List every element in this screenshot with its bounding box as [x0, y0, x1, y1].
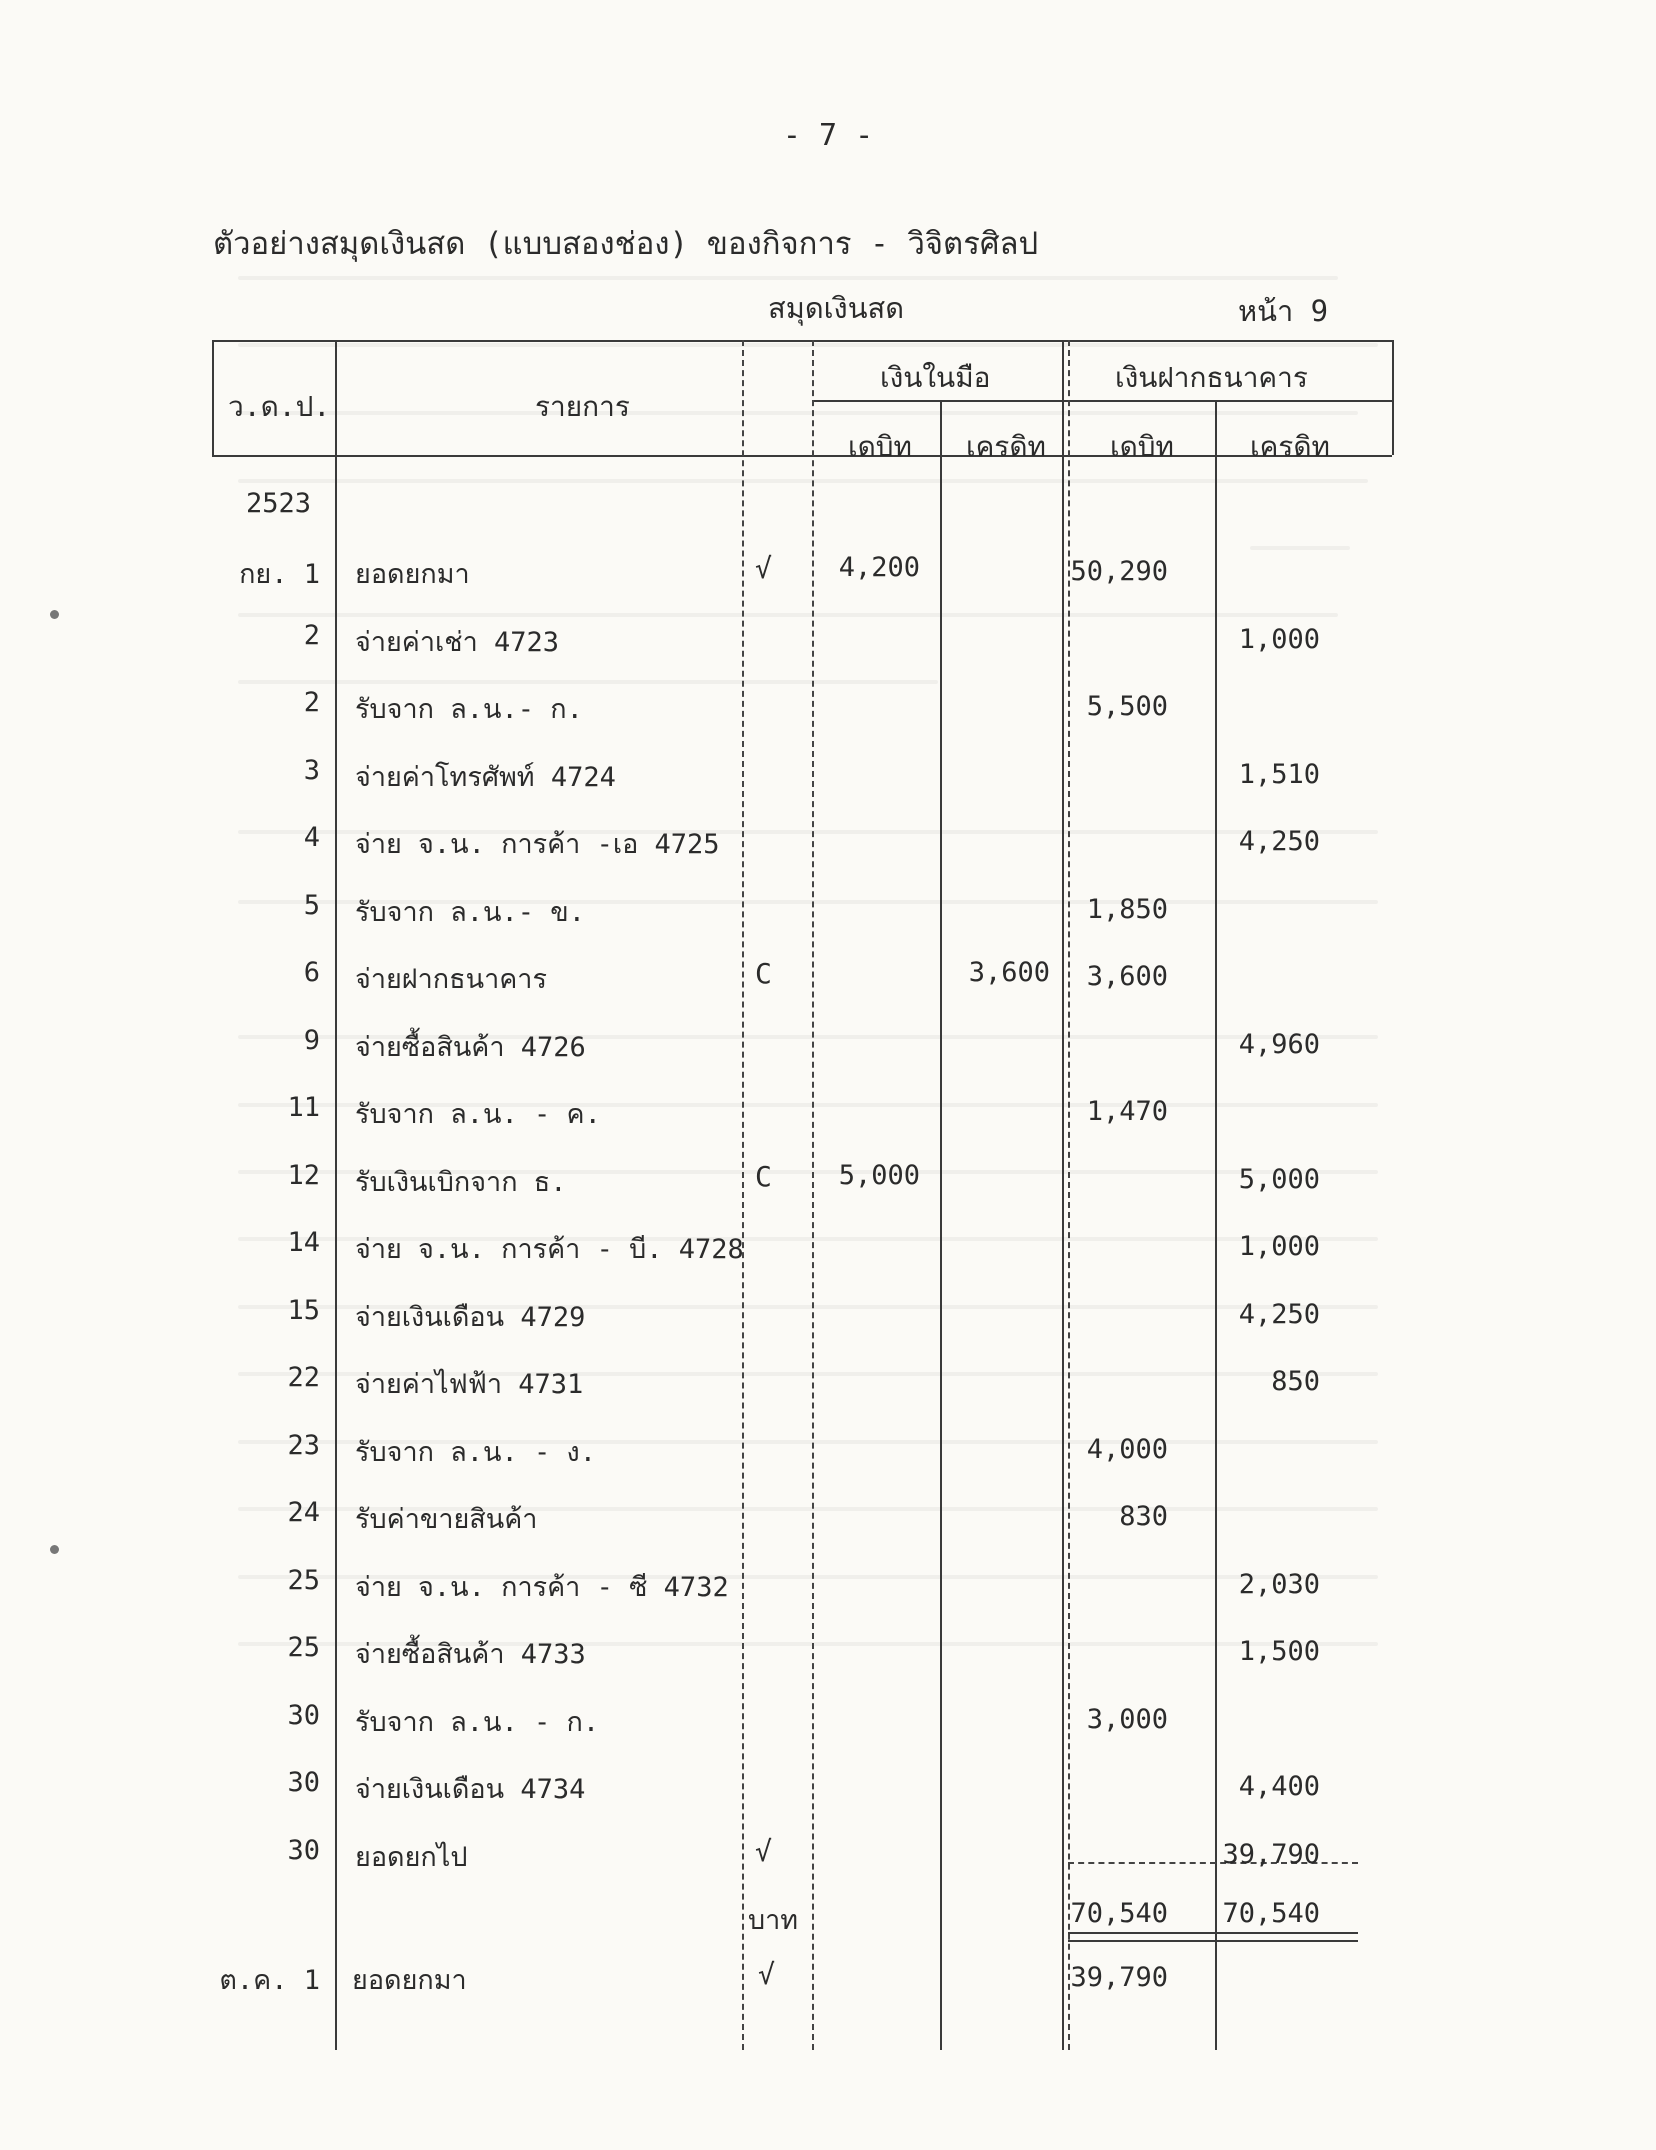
final-row-ref: √ [758, 1958, 775, 1991]
row-desc: ยอดยกไป [355, 1842, 468, 1873]
row-bank-cr: 5,000 [1238, 1164, 1320, 1195]
header-cash-debit: เดบิท [848, 430, 912, 463]
row-date: 22 [287, 1362, 320, 1393]
row-bank-cr: 1,000 [1238, 1231, 1320, 1262]
row-date: 25 [287, 1565, 320, 1596]
final-row-bank-debit: 39,790 [1070, 1962, 1168, 1993]
row-ref: C [755, 957, 772, 990]
row-date: 24 [287, 1497, 320, 1528]
left-border [212, 340, 214, 455]
page-number: - 7 - [782, 118, 874, 153]
row-date: 6 [303, 957, 320, 988]
row-bank-dr: 1,850 [1086, 894, 1168, 925]
row-bank-cr: 4,250 [1238, 1299, 1320, 1330]
row-date: 11 [287, 1092, 320, 1123]
header-bank: เงินฝากธนาคาร [1115, 361, 1308, 394]
row-bank-dr: 830 [1119, 1501, 1168, 1532]
page-title: ตัวอย่างสมุดเงินสด (แบบสองช่อง) ของกิจการ - วิจิตรศิลป [213, 226, 1039, 262]
row-date: 2 [303, 687, 320, 718]
row-date: กย. 1 [239, 559, 320, 590]
row-date: 30 [287, 1767, 320, 1798]
row-desc: จ่ายค่าเช่า 4723 [355, 627, 560, 658]
ref-col-divider [812, 340, 814, 2050]
row-bank-cr: 2,030 [1238, 1569, 1320, 1600]
row-desc: รับจาก ล.น. - ง. [355, 1437, 596, 1468]
row-date: 14 [287, 1227, 320, 1258]
page-label: หน้า 9 [1238, 294, 1329, 328]
row-bank-cr: 4,250 [1238, 826, 1320, 857]
year-label: 2523 [246, 488, 312, 519]
row-date: 9 [303, 1025, 320, 1056]
row-cash-cr: 3,600 [968, 957, 1050, 988]
cash-dr-divider [940, 400, 942, 2050]
row-desc: รับจาก ล.น. - ก. [355, 1707, 600, 1738]
total-bank-debit: 70,540 [1070, 1898, 1168, 1929]
row-date: 4 [303, 822, 320, 853]
row-bank-cr: 850 [1271, 1366, 1320, 1397]
row-desc: รับค่าขายสินค้า [355, 1504, 538, 1535]
row-date: 12 [287, 1160, 320, 1191]
row-desc: จ่าย จ.น. การค้า - บี. 4728 [355, 1234, 744, 1265]
row-desc: จ่ายซื้อสินค้า 4726 [355, 1032, 586, 1063]
row-ref: √ [755, 552, 772, 585]
header-date: ว.ด.ป. [228, 390, 331, 423]
date-col-divider [335, 340, 337, 2050]
row-desc: จ่าย จ.น. การค้า -เอ 4725 [355, 829, 720, 860]
row-bank-dr: 5,500 [1086, 691, 1168, 722]
row-desc: จ่ายซื้อสินค้า 4733 [355, 1639, 586, 1670]
row-bank-dr: 3,600 [1086, 961, 1168, 992]
desc-col-divider [742, 340, 744, 2050]
total-bank-credit: 70,540 [1222, 1898, 1320, 1929]
header-bank-credit: เครดิท [1250, 430, 1330, 463]
row-bank-cr: 4,960 [1238, 1029, 1320, 1060]
row-date: 30 [287, 1835, 320, 1866]
row-date: 25 [287, 1632, 320, 1663]
row-desc: จ่ายฝากธนาคาร [355, 964, 547, 995]
row-bank-cr: 4,400 [1238, 1771, 1320, 1802]
row-date: 15 [287, 1295, 320, 1326]
cash-bank-divider-2 [1068, 340, 1070, 2050]
row-cash-dr: 4,200 [838, 552, 920, 583]
book-title: สมุดเงินสด [768, 291, 905, 325]
final-row-date: ต.ค. 1 [219, 1965, 320, 1996]
row-cash-dr: 5,000 [838, 1160, 920, 1191]
header-description: รายการ [535, 390, 630, 423]
subheader-line [812, 400, 1392, 402]
row-date: 3 [303, 755, 320, 786]
header-bank-debit: เดบิท [1110, 430, 1174, 463]
row-date: 23 [287, 1430, 320, 1461]
row-desc: ยอดยกมา [355, 559, 470, 590]
row-date: 5 [303, 890, 320, 921]
row-desc: จ่ายค่าไฟฟ้า 4731 [355, 1369, 584, 1400]
row-desc: รับจาก ล.น.- ข. [355, 897, 585, 928]
right-border [1392, 340, 1394, 455]
row-desc: จ่าย จ.น. การค้า - ซี 4732 [355, 1572, 729, 1603]
total-line-top [1068, 1932, 1358, 1934]
header-cash: เงินในมือ [880, 361, 991, 394]
row-bank-dr: 4,000 [1086, 1434, 1168, 1465]
final-row-desc: ยอดยกมา [352, 1965, 467, 1996]
row-desc: รับจาก ล.น.- ก. [355, 694, 583, 725]
row-desc: รับเงินเบิกจาก ธ. [355, 1167, 567, 1198]
row-bank-dr: 3,000 [1086, 1704, 1168, 1735]
row-bank-cr: 1,000 [1238, 624, 1320, 655]
row-bank-cr: 1,510 [1238, 759, 1320, 790]
row-date: 2 [303, 620, 320, 651]
header-cash-credit: เครดิท [966, 430, 1046, 463]
row-desc: จ่ายเงินเดือน 4734 [355, 1774, 586, 1805]
row-ref: C [755, 1160, 772, 1193]
total-currency: บาท [748, 1905, 799, 1936]
row-desc: จ่ายค่าโทรศัพท์ 4724 [355, 762, 616, 793]
table-top-border [212, 340, 1392, 342]
row-bank-dr: 1,470 [1086, 1096, 1168, 1127]
row-desc: จ่ายเงินเดือน 4729 [355, 1302, 586, 1333]
total-line-bottom [1068, 1940, 1358, 1942]
row-date: 30 [287, 1700, 320, 1731]
row-bank-dr: 50,290 [1070, 556, 1168, 587]
row-bank-cr: 39,790 [1222, 1839, 1320, 1870]
cash-bank-divider [1062, 340, 1064, 2050]
row-ref: √ [755, 1835, 772, 1868]
row-bank-cr: 1,500 [1238, 1636, 1320, 1667]
row-desc: รับจาก ล.น. - ค. [355, 1099, 601, 1130]
